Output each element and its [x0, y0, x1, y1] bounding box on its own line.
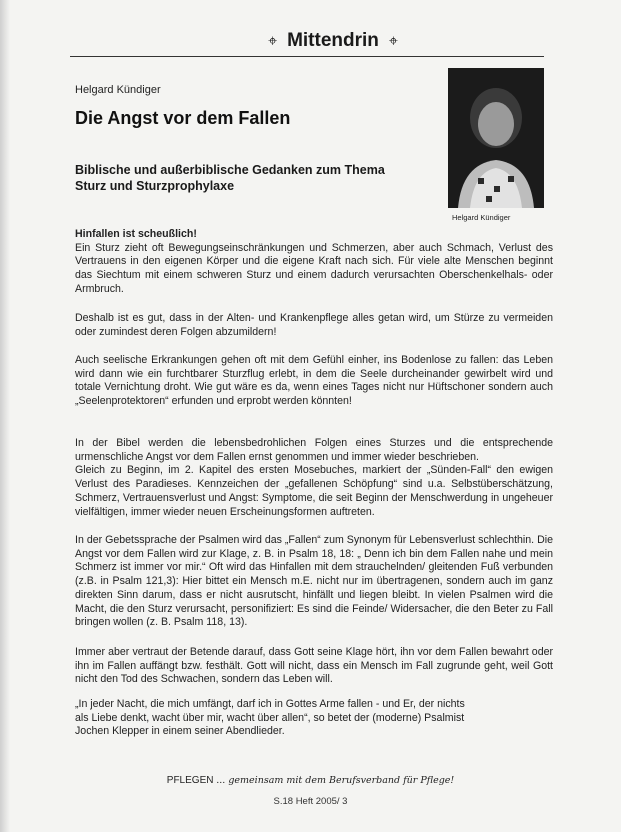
paragraph: Deshalb ist es gut, dass in der Alten- und Krankenpflege alles getan wird, um Stürze zu vermeiden oder zumindest deren Folgen abzumildern! [75, 312, 553, 338]
quote-block [75, 698, 475, 739]
article-subtitle: Biblische und außerbiblische Gedanken zum Thema Sturz und Sturzprophylaxe [75, 163, 385, 193]
paragraph-block [75, 437, 553, 519]
ornament-left-icon: ⌖ [268, 31, 278, 50]
paragraph: In der Gebetssprache der Psalmen wird das „Fallen“ zum Synonym für Lebensverlust schlechthin. Die Angst vor dem Fallen wird zur Klage, z. B. in Psalm 18, 18: „ Denn ich bin dem Fallen nahe und mein Schmerz ist immer vor mir.“ Oft wird das Hinfallen mit dem strauchelnden/ gleitenden Fuß verbunden (z.B. in Psalm 121,3): Hier bittet ein Mensch m.E. nicht nur im übertragenen, sondern auch im ganz direkten Sinn darum, dass er nicht ausrutscht, hinfällt und liegen bleibt. In vielen Psalmen wird die Macht, die den Sturz verursacht, personifiziert: Es sind die Feinde/ Widersacher, die den Beter zu Fall bringen wollen (z. B. Psalm 118, 13). [75, 534, 553, 629]
paragraph: In der Bibel werden die lebensbedrohlichen Folgen eines Sturzes und die entsprechende urmenschliche Angst vor dem Fallen ernst genommen und immer wieder beschrieben. [75, 437, 553, 463]
paragraph-block [75, 354, 553, 409]
article-title: Die Angst vor dem Fallen [75, 108, 291, 128]
photo-caption: Helgard Kündiger [452, 213, 511, 222]
paragraph-block [75, 312, 553, 339]
footer-tagline [0, 775, 621, 786]
page-issue: S.18 Heft 2005/ 3 [273, 796, 348, 807]
article-author: Helgard Kündiger [75, 84, 161, 96]
scan-edge [0, 0, 10, 832]
paragraph: Ein Sturz zieht oft Bewegungseinschränkungen und Schmerzen, aber auch Schmach, Verlust des Vertrauens in den eigenen Körper und die eigene Kraft nach sich. Für viele alte Menschen beginnt das Siechtum mit einem schweren Sturz und einem dadurch verursachten Oberschenkelhals- oder Armbruch. [75, 241, 553, 295]
header-rule [70, 56, 544, 57]
section-header [238, 26, 428, 56]
footer-brand: PFLEGEN [166, 775, 214, 786]
section-heading: Hinfallen ist scheußlich! [75, 228, 197, 240]
paragraph: Auch seelische Erkrankungen gehen oft mit dem Gefühl einher, ins Bodenlose zu fallen: das Leben wird dann wie ein furchtbarer Sturzflug erlebt, in dem die Seele durcheinander gewirbelt wird und totale Vernichtung droht. Wie gut wäre es da, wenn eines Tages nicht nur Hüftschoner sondern auch „Seelenprotektoren“ erfunden und erprobt werden könnten! [75, 354, 553, 408]
ornament-right-icon: ⌖ [388, 31, 398, 50]
footer-script: ... gemeinsam mit dem Berufsverband für Pflege! [216, 775, 455, 786]
author-photo [448, 68, 544, 208]
section-title: Mittendrin [287, 30, 379, 51]
paragraph: „In jeder Nacht, die mich umfängt, darf ich in Gottes Arme fallen - und Er, der nichts als Liebe denkt, wacht über mir, wacht über allen“, so betet der (moderne) Psalmist Jochen Klepper in einem seiner Abendlieder. [75, 698, 465, 738]
paragraph-block [75, 646, 553, 687]
paragraph-block [75, 534, 553, 630]
article-intro [75, 228, 553, 297]
paragraph: Immer aber vertraut der Betende darauf, dass Gott seine Klage hört, ihn vor dem Fallen bewahrt oder ihn im Fallen auffängt bzw. festhält. Gott will nicht, dass ein Mensch im Fall zugrunde geht, weil Gott nicht den Tod des Schwachen, sondern das Leben will. [75, 646, 553, 686]
paragraph: Gleich zu Beginn, im 2. Kapitel des ersten Mosebuches, markiert der „Sünden-Fall“ den ewigen Verlust des Paradieses. Kennzeichen der „gefallenen Schöpfung“ sind u.a. Selbstüberschätzung, Schmerz, Vertrauensverlust und Angst: Symptome, die seit Beginn der Menschwerdung in ungeheuer vielfältigen, immer wieder neuen Erscheinungsformen auftreten. [75, 464, 553, 518]
